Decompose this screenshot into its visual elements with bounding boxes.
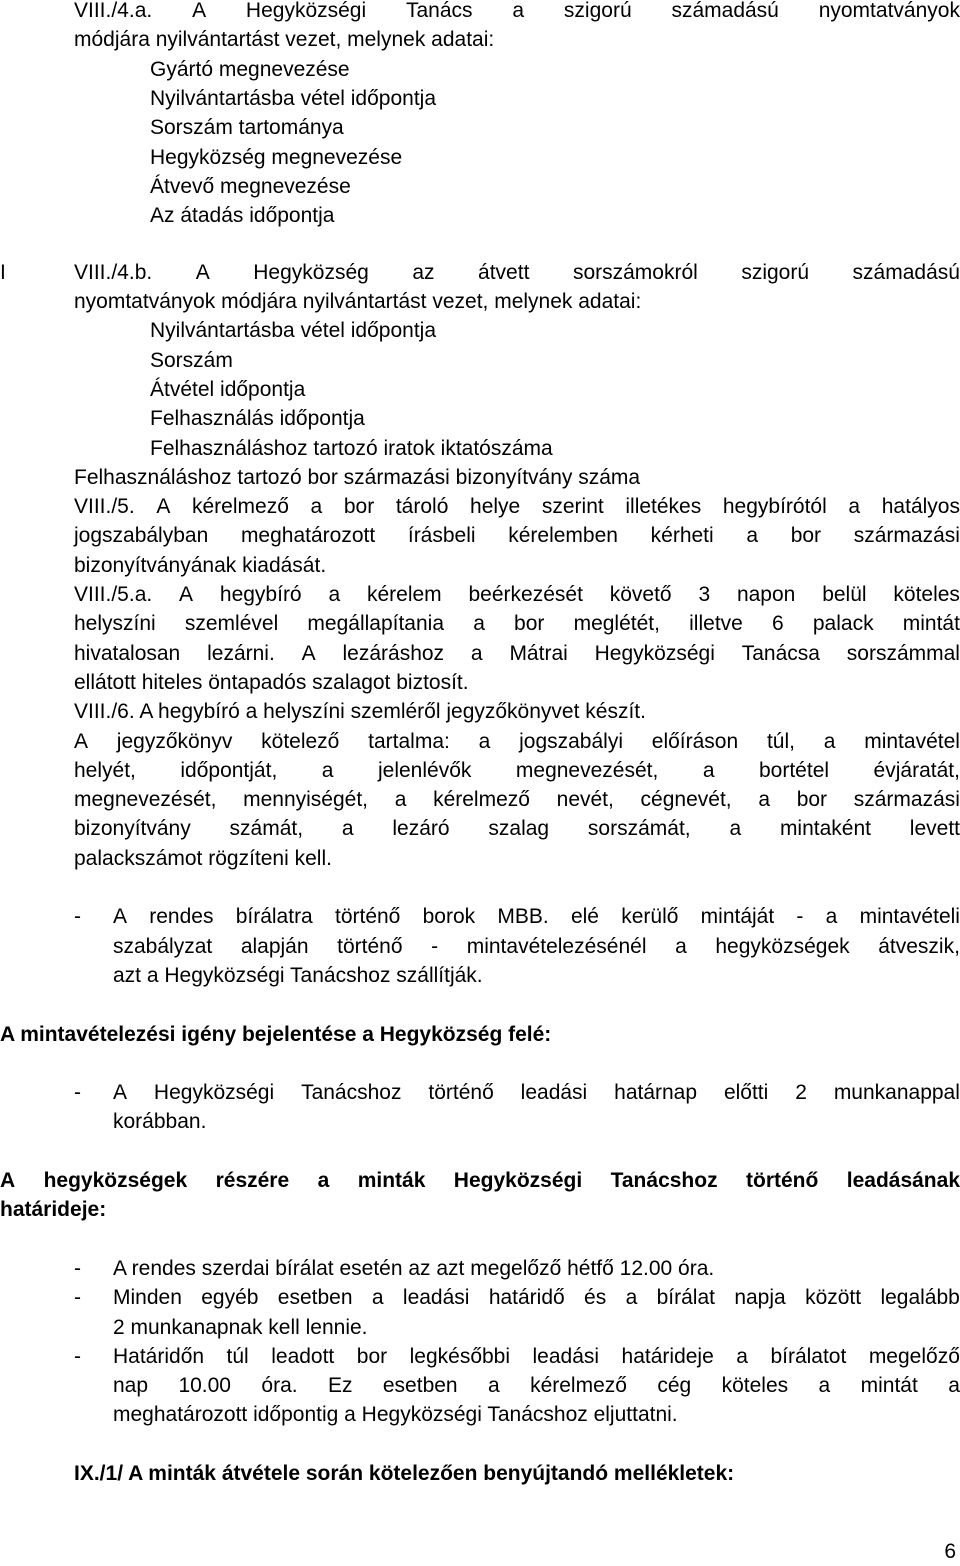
text-line: ellátott hiteles öntapadós szalagot biztosít.: [74, 670, 469, 694]
heading-sampling-request: A mintavételezési igény bejelentése a Hegyközség felé:: [0, 1022, 552, 1046]
protocol-content: bizonyítvány számát, a lezáró szalag sorszámát, a mintaként levett: [74, 817, 960, 841]
list-dash: -: [74, 1344, 81, 1368]
text-line: határideje:: [0, 1198, 107, 1222]
section-viii-5: VIII./5. A kérelmező a bor tároló helye szerint illetékes hegybírótól a hatályos: [74, 495, 960, 519]
text-line: módjára nyilvántartást vezet, melynek adatai:: [74, 28, 495, 52]
section-viii-5a: hivatalosan lezárni. A lezáráshoz a Mátrai Hegyközségi Tanácsa sorszámmal: [74, 641, 960, 665]
text-line: azt a Hegyközségi Tanácshoz szállítják.: [113, 963, 483, 987]
bullet-text: nap 10.00 óra. Ez esetben a kérelmező cég köteles a mintát a: [113, 1374, 960, 1398]
bullet-text: A Hegyközségi Tanácshoz történő leadási határnap előtti 2 munkanappal: [113, 1081, 960, 1105]
text-line: palackszámot rögzíteni kell.: [74, 846, 332, 870]
text-line: bizonyítványának kiadását.: [74, 553, 327, 577]
list-item: Nyilvántartásba vétel időpontja: [150, 319, 437, 343]
page-number: 6: [944, 1540, 956, 1563]
section-viii-5: jogszabályban meghatározott írásbeli kérelemben kérheti a bor származási: [74, 524, 960, 548]
text-line: 2 munkanapnak kell lennie.: [113, 1315, 368, 1339]
list-item: Sorszám: [150, 348, 233, 372]
section-viii-4a: VIII./4.a. A Hegyközségi Tanács a szigorú számadású nyomtatványok: [74, 0, 960, 22]
protocol-content: megnevezését, mennyiségét, a kérelmező nevét, cégnevét, a bor származási: [74, 788, 960, 812]
heading-submission-deadline: A hegyközségek részére a minták Hegyközségi Tanácshoz történő leadásának: [0, 1169, 960, 1192]
list-item: Átvevő megnevezése: [150, 174, 351, 198]
section-viii-5a: helyszíni szemlével megállapítania a bor meglétét, illetve 6 palack mintát: [74, 612, 960, 636]
text-line: Felhasználáshoz tartozó bor származási bizonyítvány száma: [74, 465, 641, 489]
section-viii-5a: VIII./5.a. A hegybíró a kérelem beérkezését követő 3 napon belül köteles: [74, 583, 960, 606]
margin-mark: I: [0, 260, 6, 284]
bullet-text: A rendes bírálatra történő borok MBB. elé kerülő mintáját - a mintavételi: [113, 905, 960, 929]
list-dash: -: [74, 1286, 81, 1310]
list-item: Hegyközség megnevezése: [150, 145, 403, 169]
list-dash: -: [74, 1256, 81, 1280]
bullet-text: A rendes szerdai bírálat esetén az azt megelőző hétfő 12.00 óra.: [113, 1256, 715, 1280]
list-item: Felhasználáshoz tartozó iratok iktatószáma: [150, 436, 553, 460]
bullet-text: Minden egyéb esetben a leadási határidő és a bírálat napja között legalább: [113, 1286, 960, 1310]
text-line: nyomtatványok módjára nyilvántartást vezet, melynek adatai:: [74, 290, 642, 313]
list-dash: -: [74, 905, 81, 929]
protocol-content: helyét, időpontját, a jelenlévők megnevezését, a bortétel évjáratát,: [74, 758, 960, 782]
list-item: Az átadás időpontja: [150, 204, 335, 228]
heading-ix-1: IX./1/ A minták átvétele során kötelezően benyújtandó mellékletek:: [74, 1462, 735, 1485]
list-item: Nyilvántartásba vétel időpontja: [150, 86, 437, 110]
list-item: Átvétel időpontja: [150, 377, 306, 401]
section-viii-6: VIII./6. A hegybíró a helyszíni szemléről jegyzőkönyvet készít.: [74, 700, 646, 724]
list-item: Gyártó megnevezése: [150, 57, 350, 81]
text-line: korábban.: [113, 1110, 207, 1134]
protocol-content: A jegyzőkönyv kötelező tartalma: a jogszabályi előíráson túl, a mintavétel: [74, 729, 960, 753]
bullet-text: Határidőn túl leadott bor legkésőbbi leadási határideje a bírálatot megelőző: [113, 1344, 960, 1368]
list-dash: -: [74, 1081, 81, 1105]
list-item: Felhasználás időpontja: [150, 407, 365, 431]
section-viii-4b: VIII./4.b. A Hegyközség az átvett sorszámokról szigorú számadású: [74, 260, 960, 284]
text-line: meghatározott időpontig a Hegyközségi Tanácshoz eljuttatni.: [113, 1403, 678, 1427]
list-item: Sorszám tartománya: [150, 116, 344, 140]
bullet-text: szabályzat alapján történő - mintavételezésénél a hegyközségek átveszik,: [113, 934, 960, 958]
